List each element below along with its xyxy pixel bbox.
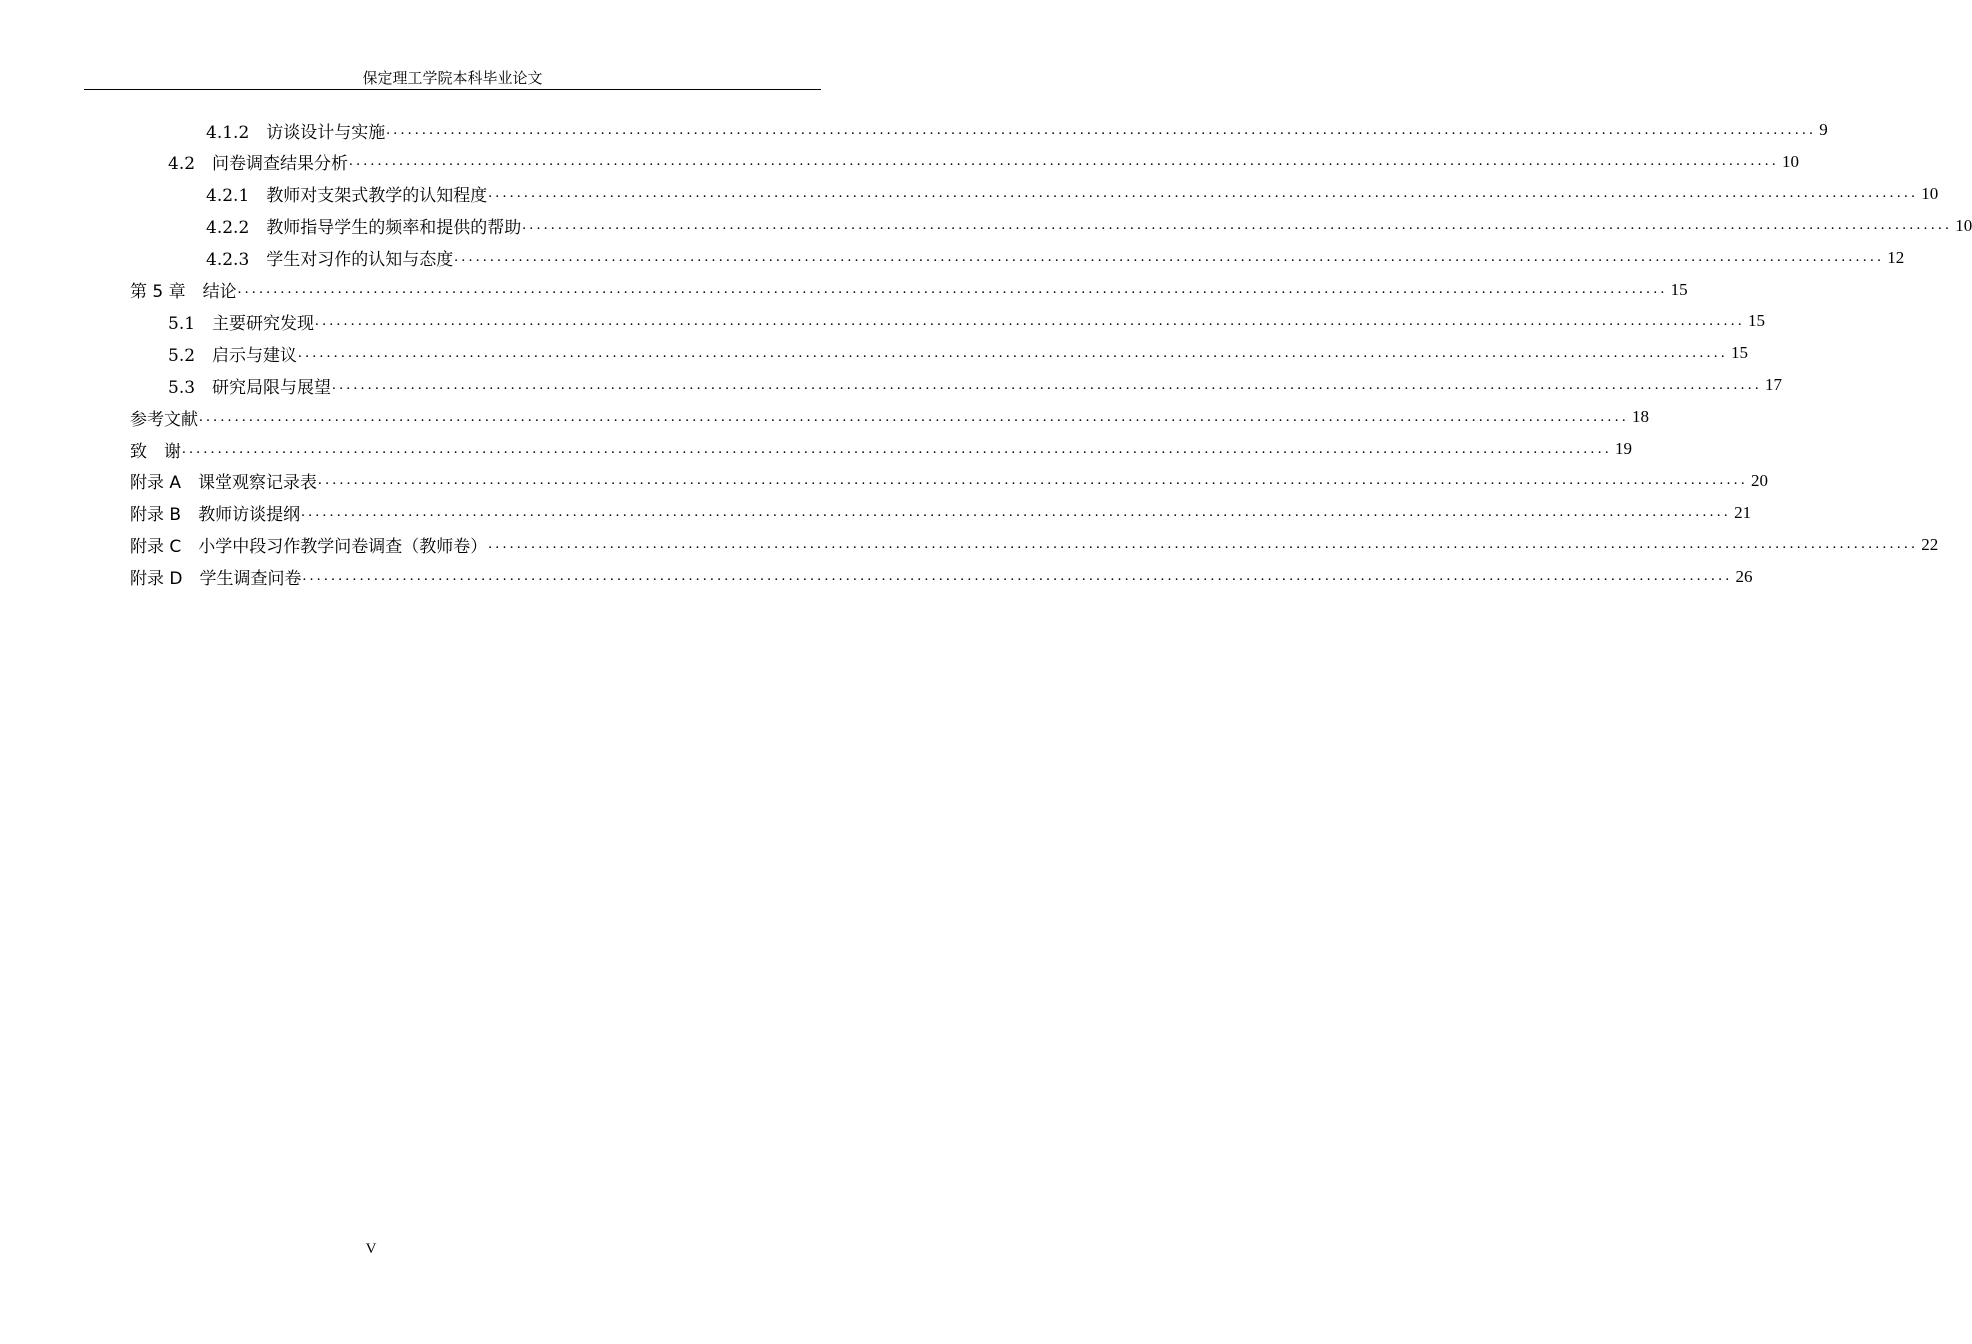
toc-entry-title: 研究局限与展望 xyxy=(212,377,332,398)
toc-entry-page: 15 xyxy=(1731,343,1749,363)
toc-entry-number: 附录 B xyxy=(130,505,199,526)
toc-entry-title: 参考文献 xyxy=(130,409,198,430)
toc-entry[interactable] xyxy=(130,433,1632,465)
toc-entry[interactable] xyxy=(130,274,1688,306)
toc-entry-page: 15 xyxy=(1748,311,1766,331)
toc-entry-number: 4.2.2 xyxy=(206,218,267,239)
toc-entry-number: 4.1.2 xyxy=(206,122,267,143)
toc-dot-leader: ........................................................................................................................................................................................................ xyxy=(386,121,1817,138)
toc-dot-leader: ........................................................................................................................................................................................................ xyxy=(332,376,1763,393)
toc-entry-title: 学生对习作的认知与态度 xyxy=(266,250,454,271)
toc-entry-title: 启示与建议 xyxy=(212,345,298,366)
toc-entry-title: 课堂观察记录表 xyxy=(198,473,318,494)
toc-dot-leader: ........................................................................................................................................................................................................ xyxy=(454,249,1885,266)
toc-entry-number: 第 5 章 xyxy=(130,282,203,302)
toc-entry[interactable] xyxy=(130,561,1753,593)
toc-entry-number: 附录 C xyxy=(130,537,199,558)
toc-entry-page: 17 xyxy=(1765,375,1783,395)
toc-entry-number: 5.2 xyxy=(168,345,213,366)
toc-entry[interactable] xyxy=(168,146,1800,178)
toc-dot-leader: ........................................................................................................................................................................................................ xyxy=(301,504,1732,521)
toc-entry-page: 19 xyxy=(1615,439,1632,458)
toc-entry-title: 致 谢 xyxy=(130,441,181,462)
toc-dot-leader: ........................................................................................................................................................................................................ xyxy=(182,440,1612,457)
toc-entry-page: 26 xyxy=(1735,566,1753,586)
toc-entry-title: 教师对支架式教学的认知程度 xyxy=(266,186,488,207)
toc-entry-title: 教师访谈提纲 xyxy=(198,505,301,526)
toc-entry[interactable] xyxy=(206,210,1972,242)
toc-dot-leader: ........................................................................................................................................................................................................ xyxy=(522,217,1953,234)
toc-entry-page: 20 xyxy=(1751,470,1769,490)
toc-entry-title: 访谈设计与实施 xyxy=(266,122,386,143)
toc-entry-page: 22 xyxy=(1921,534,1939,554)
toc-entry[interactable] xyxy=(206,114,1828,146)
toc-entry-title: 主要研究发现 xyxy=(212,313,315,334)
toc-dot-leader: ........................................................................................................................................................................................................ xyxy=(237,281,1668,297)
toc-dot-leader: ........................................................................................................................................................................................................ xyxy=(488,185,1919,202)
toc-entry-number: 4.2.1 xyxy=(206,186,267,207)
toc-entry[interactable] xyxy=(168,305,1766,337)
toc-dot-leader: ........................................................................................................................................................................................................ xyxy=(318,472,1749,489)
header-rule xyxy=(84,89,821,90)
toc-entry-number: 附录 A xyxy=(130,473,199,494)
toc-entry-number: 4.2.3 xyxy=(206,250,267,271)
toc-entry-page: 18 xyxy=(1632,407,1649,427)
toc-entry[interactable] xyxy=(130,465,1769,497)
toc-entry[interactable] xyxy=(130,529,1939,561)
toc-entry-title: 小学中段习作教学问卷调查（教师卷） xyxy=(198,537,488,558)
toc-entry[interactable] xyxy=(168,337,1749,369)
toc-dot-leader: ........................................................................................................................................................................................................ xyxy=(302,568,1733,585)
page-number: V xyxy=(365,1241,377,1257)
toc-entry-title: 学生调查问卷 xyxy=(199,569,302,590)
toc-entry-page: 9 xyxy=(1819,120,1828,139)
toc-entry-number: 附录 D xyxy=(130,569,200,590)
toc-dot-leader: ........................................................................................................................................................................................................ xyxy=(315,312,1746,329)
toc-entry-page: 10 xyxy=(1921,183,1939,203)
toc-entry-number: 5.1 xyxy=(168,313,213,334)
toc-entry-page: 10 xyxy=(1955,215,1972,235)
toc-entry-title: 问卷调查结果分析 xyxy=(212,154,349,175)
toc-entry-page: 21 xyxy=(1734,502,1752,522)
toc-entry-number: 5.3 xyxy=(168,377,213,398)
toc-entry-page: 15 xyxy=(1670,279,1688,299)
toc-entry[interactable] xyxy=(206,242,1905,274)
toc-entry-page: 12 xyxy=(1887,247,1905,267)
toc-entry-number: 4.2 xyxy=(168,154,213,175)
toc-entry-title: 结论 xyxy=(202,282,237,302)
toc-dot-leader: ........................................................................................................................................................................................................ xyxy=(199,408,1629,425)
toc-entry[interactable] xyxy=(130,497,1752,529)
running-header: 保定理工学院本科毕业论文 xyxy=(362,69,543,87)
toc-entry-page: 10 xyxy=(1782,151,1800,171)
toc-entry[interactable] xyxy=(168,369,1783,401)
toc-entry[interactable] xyxy=(206,178,1939,210)
toc-entry-title: 教师指导学生的频率和提供的帮助 xyxy=(266,218,522,239)
toc-dot-leader: ........................................................................................................................................................................................................ xyxy=(488,536,1919,553)
toc-dot-leader: ........................................................................................................................................................................................................ xyxy=(298,344,1729,361)
toc-entry[interactable] xyxy=(130,401,1649,433)
toc-dot-leader: ........................................................................................................................................................................................................ xyxy=(349,153,1780,170)
